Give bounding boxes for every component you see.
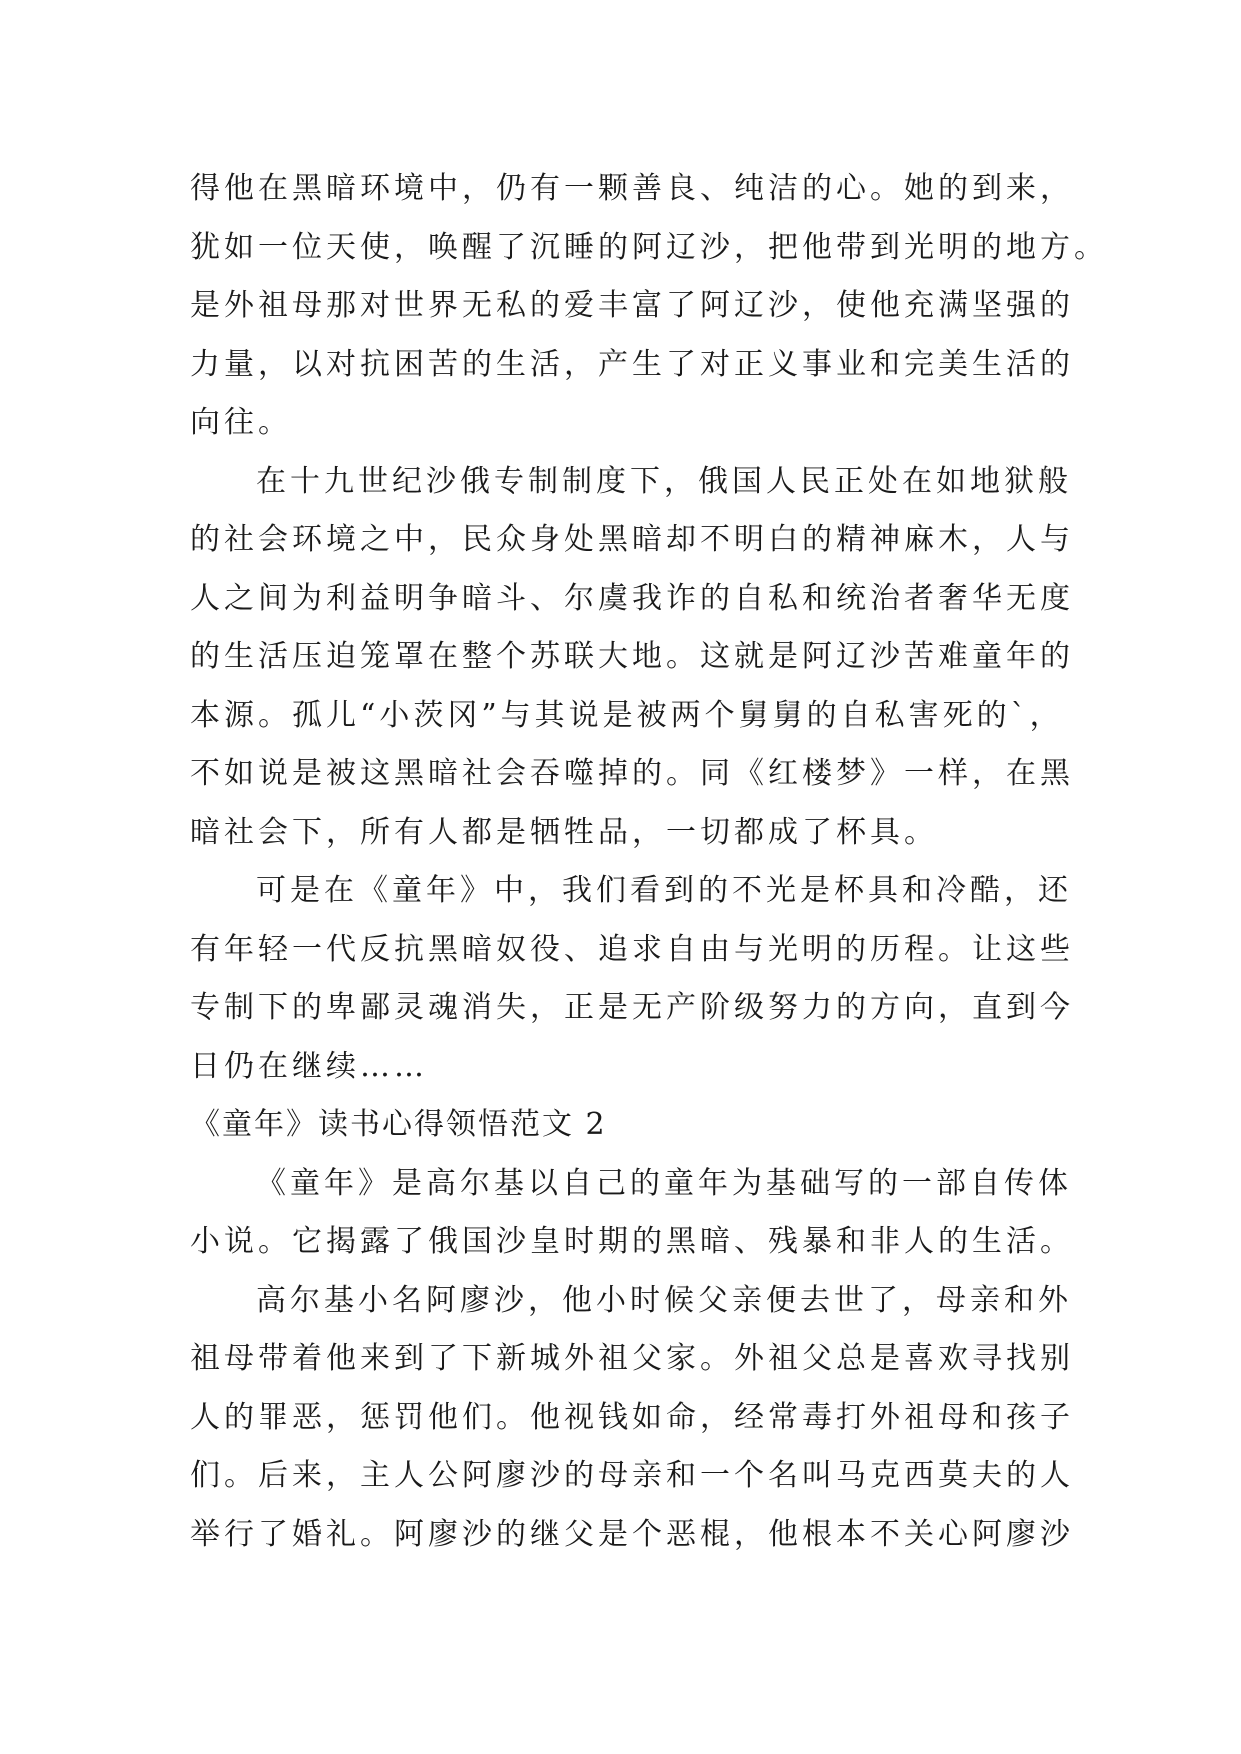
text-line: 犹如一位天使，唤醒了沉睡的阿辽沙，把他带到光明的地方。 xyxy=(190,229,1108,265)
text-line: 本源。孤儿“小茨冈”与其说是被两个舅舅的自私害死的`， xyxy=(190,697,1064,733)
text-line: 人的罪恶，惩罚他们。他视钱如命，经常毒打外祖母和孩子 xyxy=(190,1399,1074,1435)
text-line: 暗社会下，所有人都是牺牲品，一切都成了杯具。 xyxy=(190,814,938,850)
text-line: 是外祖母那对世界无私的爱丰富了阿辽沙，使他充满坚强的 xyxy=(190,288,1074,323)
paragraph-start-line: 可是在《童年》中，我们看到的不光是杯具和冷酷，还 xyxy=(256,873,1072,908)
text-line: 不如说是被这黑暗社会吞噬掉的。同《红楼梦》一样，在黑 xyxy=(190,756,1074,791)
text-line: 小说。它揭露了俄国沙皇时期的黑暗、残暴和非人的生活。 xyxy=(190,1224,1074,1259)
text-line: 日仍在继续…… xyxy=(190,1048,428,1084)
section-heading: 《童年》读书心得领悟范文 2 xyxy=(190,1107,607,1142)
text-line: 得他在黑暗环境中，仍有一颗善良、纯洁的心。她的到来， xyxy=(190,171,1074,206)
paragraph-start-line: 在十九世纪沙俄专制制度下，俄国人民正处在如地狱般 xyxy=(256,463,1072,499)
paragraph-start-line: 《童年》是高尔基以自己的童年为基础写的一部自传体 xyxy=(256,1165,1072,1201)
text-line: 力量，以对抗困苦的生活，产生了对正义事业和完美生活的 xyxy=(190,346,1074,382)
text-line: 举行了婚礼。阿廖沙的继父是个恶棍，他根本不关心阿廖沙 xyxy=(190,1516,1074,1552)
text-line: 人之间为利益明争暗斗、尔虞我诈的自私和统治者奢华无度 xyxy=(190,580,1074,616)
text-line: 的社会环境之中，民众身处黑暗却不明白的精神麻木，人与 xyxy=(190,522,1074,557)
document-body xyxy=(190,160,1108,1564)
text-line: 的生活压迫笼罩在整个苏联大地。这就是阿辽沙苦难童年的 xyxy=(190,639,1074,674)
paragraph-start-line: 高尔基小名阿廖沙，他小时候父亲便去世了，母亲和外 xyxy=(256,1282,1072,1318)
text-line: 专制下的卑鄙灵魂消失，正是无产阶级努力的方向，直到今 xyxy=(190,990,1074,1025)
text-line: 向往。 xyxy=(190,405,292,440)
text-line: 们。后来，主人公阿廖沙的母亲和一个名叫马克西莫夫的人 xyxy=(190,1458,1074,1493)
text-line: 祖母带着他来到了下新城外祖父家。外祖父总是喜欢寻找别 xyxy=(190,1341,1074,1376)
text-line: 有年轻一代反抗黑暗奴役、追求自由与光明的历程。让这些 xyxy=(190,931,1074,967)
